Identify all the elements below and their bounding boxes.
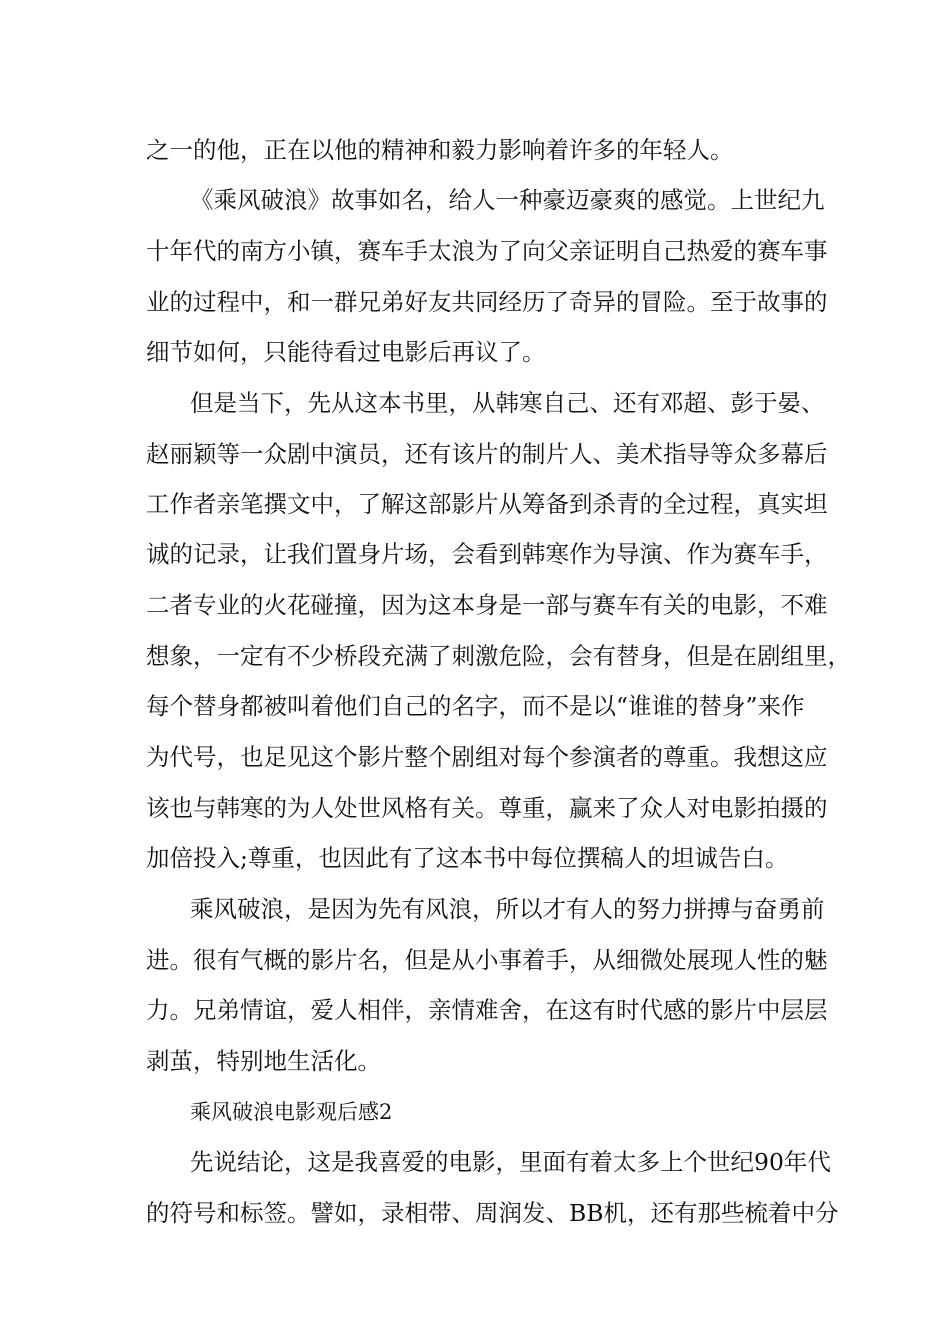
text-line: 剥茧，特别地生活化。 xyxy=(146,1047,381,1075)
text-line: 业的过程中，和一群兄弟好友共同经历了奇异的冒险。至于故事的 xyxy=(146,288,828,316)
text-line: 的符号和标签。譬如，录相带、周润发、BB机，还有那些梳着中分 xyxy=(146,1199,839,1227)
text-line: 十年代的南方小镇，赛车手太浪为了向父亲证明自己热爱的赛车事 xyxy=(146,237,828,265)
text-line: 力。兄弟情谊，爱人相伴，亲情难舍，在这有时代感的影片中层层 xyxy=(146,996,828,1024)
text-line: 想象，一定有不少桥段充满了刺激危险，会有替身，但是在剧组里， xyxy=(146,642,851,670)
text-line: 二者专业的火花碰撞，因为这本身是一部与赛车有关的电影，不难 xyxy=(146,591,828,619)
text-line: 但是当下，先从这本书里，从韩寒自己、还有邓超、彭于晏、 xyxy=(190,389,825,417)
text-line: 之一的他，正在以他的精神和毅力影响着许多的年轻人。 xyxy=(146,136,734,164)
text-line: 《乘风破浪》故事如名，给人一种豪迈豪爽的感觉。上世纪九 xyxy=(190,186,825,214)
text-line: 进。很有气概的影片名，但是从小事着手，从细微处展现人性的魅 xyxy=(146,946,828,974)
text-line: 工作者亲笔撰文中，了解这部影片从筹备到杀青的全过程，真实坦 xyxy=(146,490,828,518)
text-line: 先说结论，这是我喜爱的电影，里面有着太多上个世纪90年代 xyxy=(190,1148,831,1176)
text-line: 每个替身都被叫着他们自己的名字，而不是以“谁谁的替身”来作 xyxy=(146,692,805,720)
section-heading: 乘风破浪电影观后感2 xyxy=(190,1100,393,1124)
text-line: 细节如何，只能待看过电影后再议了。 xyxy=(146,338,546,366)
text-line: 该也与韩寒的为人处世风格有关。尊重，赢来了众人对电影拍摄的 xyxy=(146,794,828,822)
text-line: 诚的记录，让我们置身片场，会看到韩寒作为导演、作为赛车手， xyxy=(146,540,828,568)
text-line: 为代号，也足见这个影片整个剧组对每个参演者的尊重。我想这应 xyxy=(146,743,828,771)
text-line: 乘风破浪，是因为先有风浪，所以才有人的努力拼搏与奋勇前 xyxy=(190,895,825,923)
text-line: 赵丽颖等一众剧中演员，还有该片的制片人、美术指导等众多幕后 xyxy=(146,440,828,468)
text-line: 加倍投入;尊重，也因此有了这本书中每位撰稿人的坦诚告白。 xyxy=(146,844,789,872)
